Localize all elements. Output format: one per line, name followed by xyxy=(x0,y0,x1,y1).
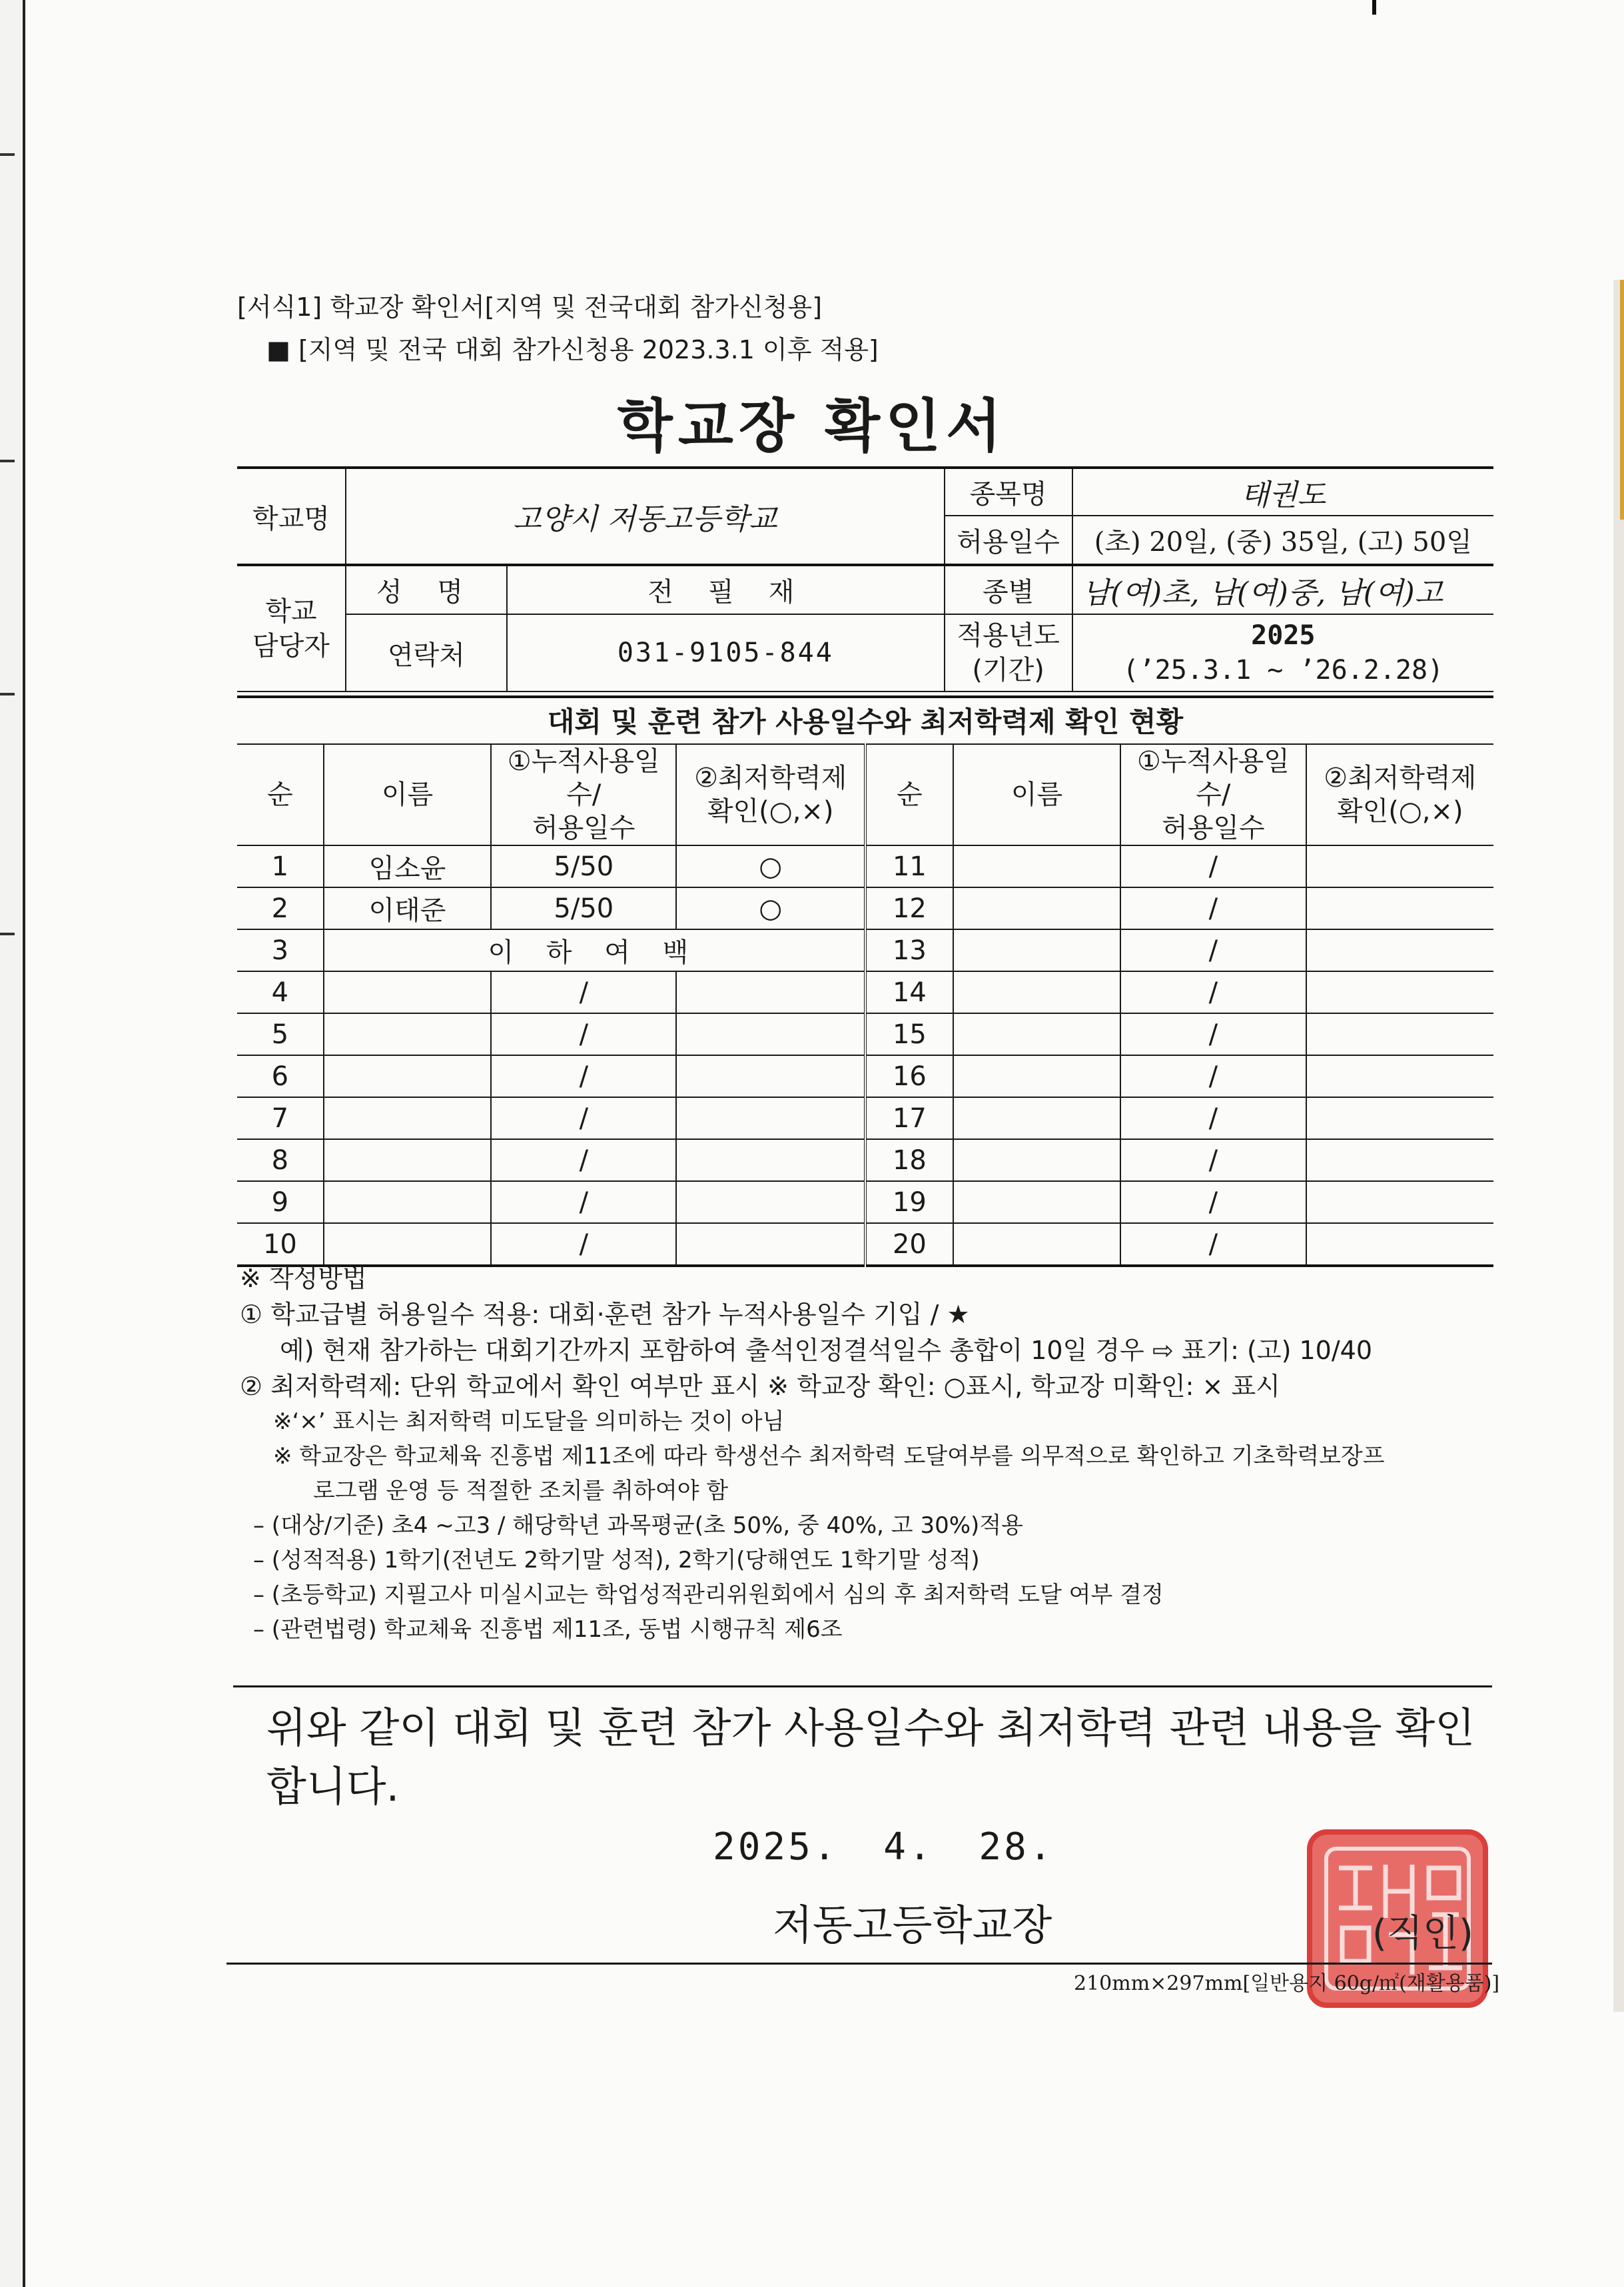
cell-conf xyxy=(1306,929,1493,971)
cell-name xyxy=(324,971,491,1013)
contact-value: 031-9105-844 xyxy=(507,614,945,691)
cell-conf xyxy=(676,1097,865,1139)
cell-conf xyxy=(1306,1097,1493,1139)
cell-conf xyxy=(1306,1139,1493,1181)
scan-mark xyxy=(0,153,15,156)
cell-conf xyxy=(676,1013,865,1055)
year-label: 적용년도 (기간) xyxy=(945,614,1072,691)
cell-name xyxy=(953,929,1120,971)
cell-name: 이태준 xyxy=(324,887,491,929)
status-title: 대회 및 훈련 참가 사용일수와 최저학력제 확인 현황 xyxy=(237,695,1493,746)
paper-spec: 210mm×297mm[일반용지 60g/㎡(재활용품)] xyxy=(1074,1972,1500,1995)
cell-seq: 9 xyxy=(237,1181,324,1223)
cell-seq: 1 xyxy=(237,845,324,887)
cell-seq: 18 xyxy=(865,1139,953,1181)
table-row xyxy=(237,1055,1493,1097)
col-conf: ②최저학력제 확인(○,×) xyxy=(676,744,865,845)
cell-seq: 20 xyxy=(865,1223,953,1266)
cell-seq: 19 xyxy=(865,1181,953,1223)
table-row xyxy=(237,1013,1493,1055)
cell-conf xyxy=(676,1139,865,1181)
cell-conf xyxy=(1306,1181,1493,1223)
cell-use: / xyxy=(1120,971,1306,1013)
cell-use: / xyxy=(1120,1223,1306,1266)
cell-use: / xyxy=(1120,1181,1306,1223)
blank-note: 이 하 여 백 xyxy=(324,929,865,971)
cell-use: / xyxy=(491,1139,676,1181)
cell-seq: 5 xyxy=(237,1013,324,1055)
allowed-days-value: (초) 20일, (중) 35일, (고) 50일 xyxy=(1072,516,1493,565)
cell-name xyxy=(953,1097,1120,1139)
col-conf: ②최저학력제 확인(○,×) xyxy=(1306,744,1493,845)
contact-label: 연락처 xyxy=(346,614,507,691)
cell-seq: 16 xyxy=(865,1055,953,1097)
cell-use: / xyxy=(1120,887,1306,929)
cell-name xyxy=(953,1223,1120,1266)
cell-use: / xyxy=(1120,1055,1306,1097)
col-seq: 순 xyxy=(865,744,953,845)
table-row xyxy=(237,1097,1493,1139)
col-use: ①누적사용일수/ 허용일수 xyxy=(491,744,676,845)
cell-seq: 15 xyxy=(865,1013,953,1055)
cell-name xyxy=(324,1055,491,1097)
manager-label: 학교 담당자 xyxy=(237,565,346,691)
cell-name: 임소윤 xyxy=(324,845,491,887)
confirm-text: 위와 같이 대회 및 훈련 참가 사용일수와 최저학력 관련 내용을 확인합니다. xyxy=(266,1703,1475,1811)
confirm-date: 2025. 4. 28. xyxy=(713,1825,1054,1869)
note-2-a: ※‘×’ 표시는 최저학력 미도달을 의미하는 것이 아님 xyxy=(273,1408,785,1435)
cell-use: / xyxy=(1120,845,1306,887)
cell-seq: 7 xyxy=(237,1097,324,1139)
cell-name xyxy=(324,1097,491,1139)
table-row xyxy=(237,1181,1493,1223)
cell-use: 5/50 xyxy=(491,845,676,887)
table-row xyxy=(237,929,1493,971)
detail-4: – (관련법령) 학교체육 진흥법 제11조, 동법 시행규칙 제6조 xyxy=(253,1616,843,1643)
cell-use: / xyxy=(1120,1013,1306,1055)
cell-name xyxy=(953,1139,1120,1181)
scan-right-edge xyxy=(1613,280,1624,2012)
footer-rule xyxy=(226,1963,1492,1965)
school-value: 고양시 저동고등학교 xyxy=(346,468,945,565)
cell-conf: ○ xyxy=(676,845,865,887)
cell-seq: 17 xyxy=(865,1097,953,1139)
table-row xyxy=(237,1139,1493,1181)
cell-seq: 4 xyxy=(237,971,324,1013)
document-title: 학교장 확인서 xyxy=(617,393,1007,460)
principal-name: 저동고등학교장 xyxy=(773,1901,1052,1949)
name-value: 전 필 재 xyxy=(507,565,945,614)
cell-seq: 6 xyxy=(237,1055,324,1097)
cell-seq: 10 xyxy=(237,1223,324,1266)
scan-mark xyxy=(0,693,15,695)
gender-value: 남(여)초, 남(여)중, 남(여)고 xyxy=(1072,565,1493,614)
form-subtitle: ■ [지역 및 전국 대회 참가신청용 2023.3.1 이후 적용] xyxy=(266,335,879,364)
cell-conf xyxy=(676,1223,865,1266)
scan-mark xyxy=(0,933,15,935)
seal-label: (직인) xyxy=(1372,1912,1473,1955)
table-row xyxy=(237,1223,1493,1266)
gender-label: 종별 xyxy=(945,565,1072,614)
notes-heading: ※ 작성방법 xyxy=(240,1264,367,1293)
sport-label: 종목명 xyxy=(945,468,1072,516)
divider xyxy=(233,1685,1492,1687)
cell-use: / xyxy=(491,1097,676,1139)
cell-name xyxy=(324,1181,491,1223)
col-use: ①누적사용일수/ 허용일수 xyxy=(1120,744,1306,845)
cell-use: / xyxy=(491,1055,676,1097)
cell-name xyxy=(324,1223,491,1266)
cell-use: / xyxy=(491,1223,676,1266)
cell-name xyxy=(324,1013,491,1055)
cell-name xyxy=(953,1013,1120,1055)
year-value: 2025 xyxy=(1251,620,1316,651)
cell-conf xyxy=(1306,971,1493,1013)
cell-conf xyxy=(1306,1223,1493,1266)
table-row xyxy=(237,887,1493,929)
sport-value: 태권도 xyxy=(1072,468,1493,516)
cell-conf xyxy=(1306,1013,1493,1055)
cell-conf xyxy=(1306,887,1493,929)
col-name: 이름 xyxy=(953,744,1120,845)
cell-seq: 14 xyxy=(865,971,953,1013)
name-label: 성 명 xyxy=(346,565,507,614)
cell-conf xyxy=(676,1181,865,1223)
cell-use: / xyxy=(1120,1097,1306,1139)
form-label: [서식1] 학교장 확인서[지역 및 전국대회 참가신청용] xyxy=(237,292,823,322)
table-row xyxy=(237,845,1493,887)
notes xyxy=(240,1260,1505,1647)
cell-use: / xyxy=(1120,1139,1306,1181)
cell-name xyxy=(324,1139,491,1181)
scan-left-edge xyxy=(0,0,25,2287)
note-2: ② 최저학력제: 단위 학교에서 확인 여부만 표시 ※ 학교장 확인: ○표시, 학교장 미확인: × 표시 xyxy=(240,1372,1280,1401)
cell-use: / xyxy=(491,971,676,1013)
cell-seq: 2 xyxy=(237,887,324,929)
allowed-days-label: 허용일수 xyxy=(945,516,1072,565)
detail-2: – (성적적용) 1학기(전년도 2학기말 성적), 2학기(당해연도 1학기말 성적) xyxy=(253,1547,980,1574)
table-row xyxy=(237,971,1493,1013)
detail-1: – (대상/기준) 초4 ~고3 / 해당학년 과목평균(초 50%, 중 40%, 고 30%)적용 xyxy=(253,1512,1023,1539)
col-name: 이름 xyxy=(324,744,491,845)
note-2-b-cont: 로그램 운영 등 적절한 조치를 취하여야 함 xyxy=(313,1478,729,1504)
cell-name xyxy=(953,887,1120,929)
info-table xyxy=(237,466,1493,692)
cell-use: / xyxy=(491,1013,676,1055)
cell-name xyxy=(953,1055,1120,1097)
note-2-b: ※ 학교장은 학교체육 진흥법 제11조에 따라 학생선수 최저학력 도달여부를 의무적으로 확인하고 기초학력보장프 xyxy=(273,1443,1385,1470)
cell-use: / xyxy=(491,1181,676,1223)
cell-seq: 12 xyxy=(865,887,953,929)
cell-seq: 3 xyxy=(237,929,324,971)
cell-seq: 8 xyxy=(237,1139,324,1181)
note-1: ① 학교급별 허용일수 적용: 대회·훈련 참가 누적사용일수 기입 / ★ xyxy=(240,1300,970,1329)
detail-3: – (초등학교) 지필고사 미실시교는 학업성적관리위원회에서 심의 후 최저학력 도달 여부 결정 xyxy=(253,1582,1164,1608)
cell-conf: ○ xyxy=(676,887,865,929)
cell-use: / xyxy=(1120,929,1306,971)
cell-seq: 11 xyxy=(865,845,953,887)
cell-use: 5/50 xyxy=(491,887,676,929)
scan-tick xyxy=(1372,0,1376,15)
cell-name xyxy=(953,1181,1120,1223)
col-seq: 순 xyxy=(237,744,324,845)
note-1-example: 예) 현재 참가하는 대회기간까지 포함하여 출석인정결석일수 총합이 10일 경우 ⇨ 표기: (고) 10/40 xyxy=(280,1336,1373,1365)
year-range: (’25.3.1 ~ ’26.2.28) xyxy=(1122,655,1444,686)
cell-conf xyxy=(676,971,865,1013)
status-table xyxy=(237,743,1493,1267)
cell-name xyxy=(953,971,1120,1013)
cell-name xyxy=(953,845,1120,887)
cell-conf xyxy=(1306,845,1493,887)
school-label: 학교명 xyxy=(237,468,346,565)
cell-conf xyxy=(1306,1055,1493,1097)
cell-seq: 13 xyxy=(865,929,953,971)
cell-conf xyxy=(676,1055,865,1097)
